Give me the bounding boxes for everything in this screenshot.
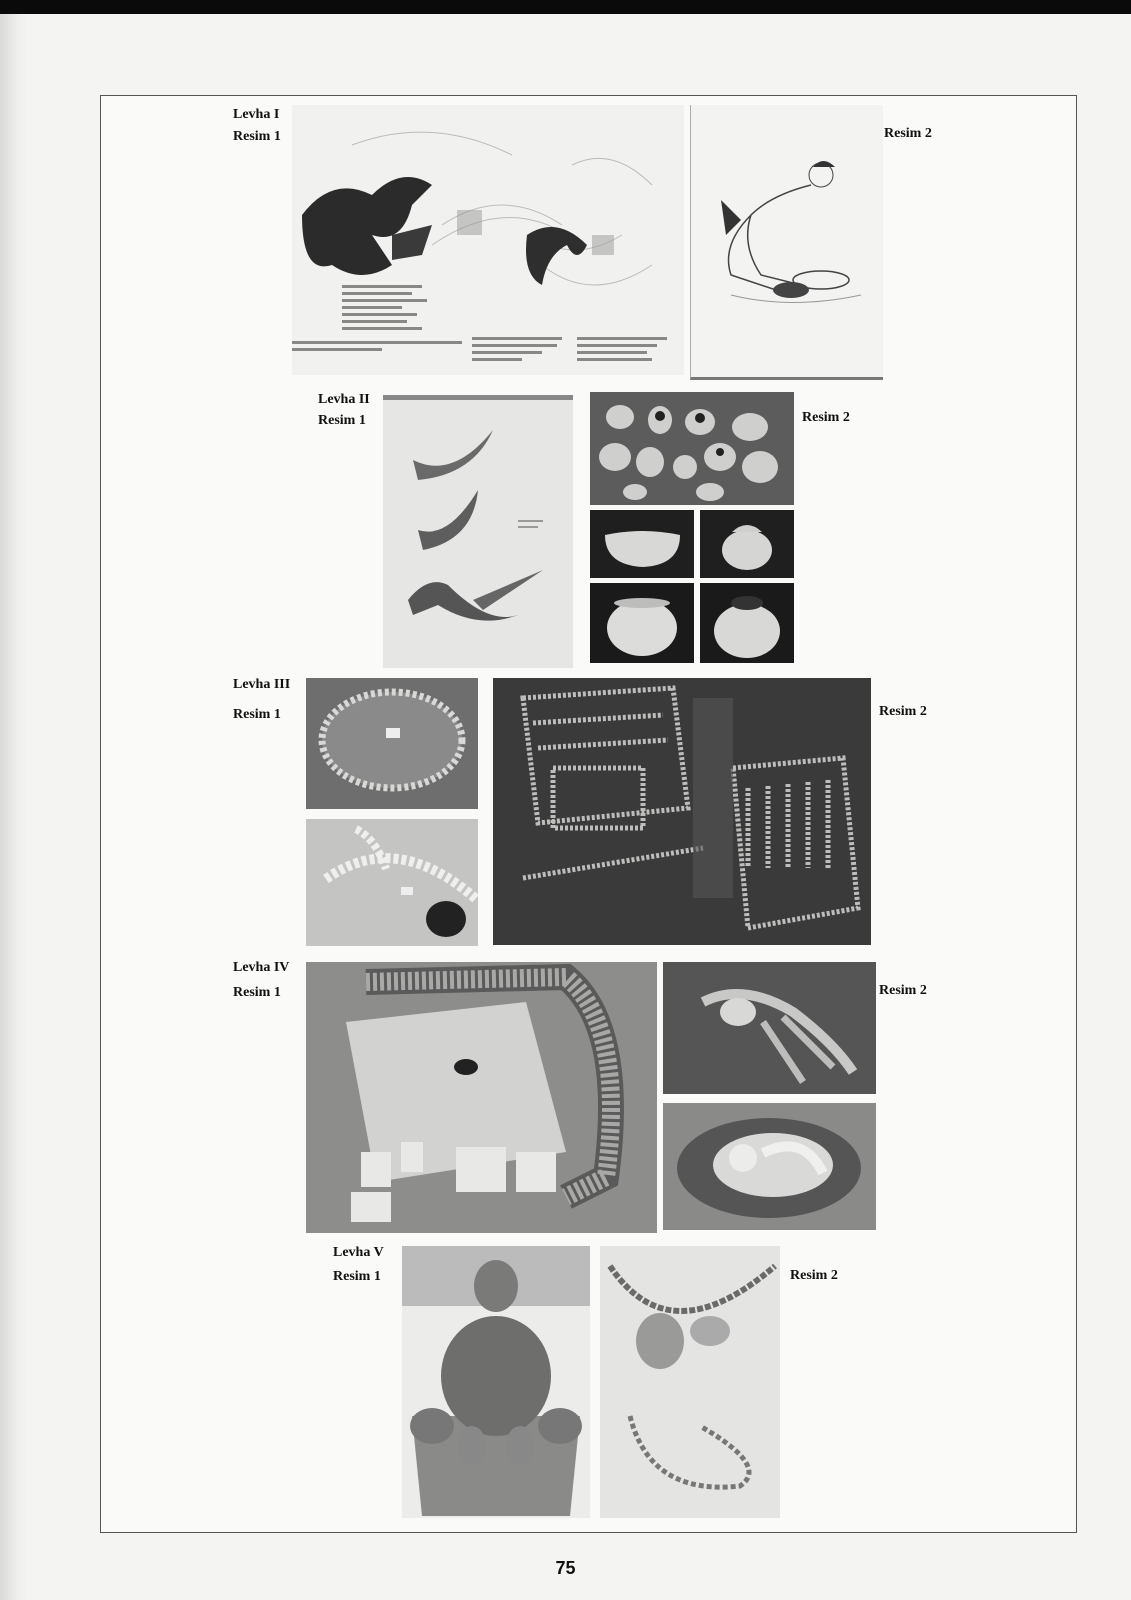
pottery-lidded-jar-photo xyxy=(700,510,794,578)
crouched-figure-burial-photo xyxy=(663,1103,876,1230)
excavated-stone-wall-photo xyxy=(306,819,478,946)
book-spine-shadow xyxy=(0,14,28,1600)
plate-2-title: Levha II xyxy=(318,392,370,407)
aerial-excavation-photo xyxy=(493,678,871,945)
seated-mother-goddess-figurine-photo xyxy=(402,1246,590,1518)
skeleton-burial-photo xyxy=(663,962,876,1094)
plate-4-title: Levha IV xyxy=(233,960,290,975)
plate-3-title: Levha III xyxy=(233,677,291,692)
neolithic-map-image xyxy=(292,105,684,375)
pottery-necked-jar-photo xyxy=(700,583,794,663)
plate-5-title: Levha V xyxy=(333,1245,384,1260)
pottery-bowl-photo xyxy=(590,510,694,578)
plate-5-fig-2-label: Resim 2 xyxy=(790,1268,838,1283)
plate-1-fig-2-label: Resim 2 xyxy=(884,126,932,141)
grinding-woman-drawing xyxy=(690,105,883,380)
plate-3-fig-2-label: Resim 2 xyxy=(879,704,927,719)
plate-4-fig-1-label: Resim 1 xyxy=(233,985,281,1000)
page-number: 75 xyxy=(555,1558,576,1578)
pottery-group-photo xyxy=(590,392,794,505)
plate-2-fig-1-label: Resim 1 xyxy=(318,413,366,428)
plate-2-fig-2-label: Resim 2 xyxy=(802,410,850,425)
excavated-round-house-photo xyxy=(306,678,478,809)
plate-1-title: Levha I xyxy=(233,107,280,122)
plate-4-fig-2-label: Resim 2 xyxy=(879,983,927,998)
plate-5-fig-1-label: Resim 1 xyxy=(333,1269,381,1284)
flint-sickles-photo xyxy=(383,395,573,668)
scan-top-edge xyxy=(0,0,1131,14)
plate-1-fig-1-label: Resim 1 xyxy=(233,129,281,144)
rectangular-house-ruins-photo xyxy=(306,962,657,1233)
plate-3-fig-1-label: Resim 1 xyxy=(233,707,281,722)
pottery-handled-jar-photo xyxy=(590,583,694,663)
bead-necklaces-photo xyxy=(600,1246,780,1518)
